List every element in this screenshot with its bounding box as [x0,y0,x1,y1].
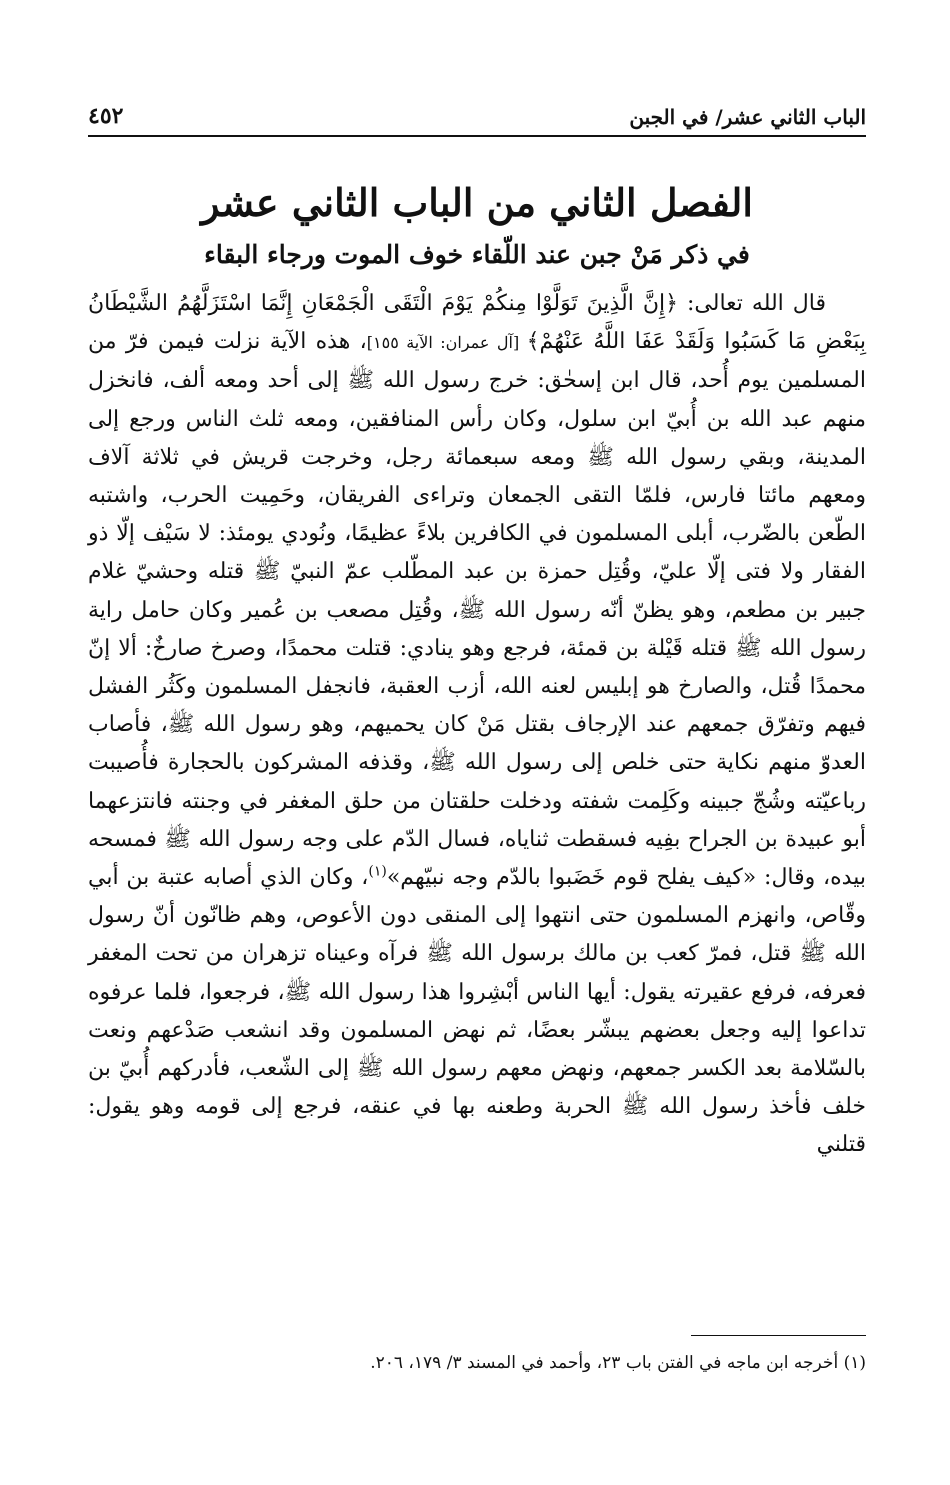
footnote-marker[interactable]: (١) [368,863,387,880]
footnote: (١) أخرجه ابن ماجه في الفتن باب ٢٣، وأحمد في المسند ٣/ ١٧٩، ٢٠٦. [370,1353,866,1373]
chapter-subtitle: في ذكر مَنْ جبن عند اللّقاء خوف الموت ورجاء البقاء [204,240,750,269]
header-rule [88,135,866,137]
verse-reference: [آل عمران: الآية ١٥٥] [366,333,527,353]
paragraph-text-b: ، وكان الذي أصابه عتبة بن أبي وقّاص، وانهزم المسلمون حتى انتهوا إلى المنقى دون الأعوص، وهم ظانّون أنّ رسول الله ﷺ قتل، فمرّ كعب بن مالك برسول الله ﷺ فرآه وعيناه تزهران من تحت المغفر فعرفه، فرفع عقيرته يقول: أيها الناس أبْشِروا هذا رسول الله ﷺ، فرجعوا، فلما عرفوه تداعوا إليه وجعل بعضهم يبشّر بعضًا، ثم نهض المسلمون وقد انشعب صَدْعهم ونعت بالسّلامة بعد الكسر جمعهم، ونهض معهم رسول الله ﷺ إلى الشّعب، فأدركهم أُبيّ بن خلف فأخذ رسول الله ﷺ الحربة وطعنه بها في عنقه، فرجع إلى قومه وهو يقول: قتلني [88,865,866,1158]
running-header [88,95,866,129]
chapter-title: الفصل الثاني من الباب الثاني عشر [201,180,753,225]
paragraph-text-a: ، هذه الآية نزلت فيمن فرّ من المسلمين يوم أُحد، قال ابن إسحٰق: خرج رسول الله ﷺ إلى أحد ومعه ألف، فانخزل منهم عبد الله بن أُبيّ ابن سلول، وكان رأس المنافقين، ومعه ثلث الناس ورجع إلى المدينة، وبقي رسول الله ﷺ ومعه سبعمائة رجل، وخرجت قريش في ثلاثة آلاف ومعهم مائتا فارس، فلمّا التقى الجمعان وتراءى الفريقان، وحَمِيت الحرب، واشتبه الطّعن بالضّرب، أبلى المسلمون في الكافرين بلاءً عظيمًا، ونُودي يومئذ: لا سَيْف إلّا ذو الفقار ولا فتى إلّا عليّ، وقُتِل حمزة بن عبد المطّلب عمّ النبيّ ﷺ قتله وحشيّ غلام جبير بن مطعم، وهو يظنّ أنّه رسول الله ﷺ، وقُتِل مصعب بن عُمير وكان حامل راية رسول الله ﷺ قتله قَيْلة بن قمئة، فرجع وهو ينادي: قتلت محمدًا، وصرخ صارخٌ: ألا إنّ محمدًا قُتل، والصارخ هو إبليس لعنه الله، أزب العقبة، فانجفل المسلمون وكَثُر الفشل فيهم وتفرّق جمعهم عند الإرجاف بقتل مَنْ كان يحميهم، وهو رسول الله ﷺ، فأصاب العدوّ منهم نكاية حتى خلص إلى رسول الله ﷺ، وقذفه المشركون بالحجارة فأُصيبت رباعيّته وشُجّ جبينه وكَلِمت شفته ودخلت حلقتان من حلق المغفر في وجنته فانتزعهما أبو عبيدة بن الجراح بفِيه فسقطت ثناياه، فسال الدّم على وجه رسول الله ﷺ فمسحه بيده، وقال: «كيف يفلح قوم خَضَبوا بالدّم وجه نبيّهم» [88,329,866,891]
book-page [88,95,866,1395]
main-paragraph [88,285,866,1165]
footnote-rule [691,1335,866,1336]
page-number: ٤٥٢ [88,103,124,129]
intro-text: قال الله تعالى: [678,291,826,316]
running-title: الباب الثاني عشر/ في الجبن [629,105,866,129]
quran-verse: ﴿إِنَّ الَّذِينَ تَوَلَّوْا مِنكُمْ يَوْمَ الْتَقَى الْجَمْعَانِ إِنَّمَا اسْتَزَلَّهُمُ الشَّيْطَانُ بِبَعْضِ مَا كَسَبُوا وَلَقَدْ عَفَا اللَّهُ عَنْهُمْ﴾ [88,291,867,355]
body-text [88,285,866,1165]
